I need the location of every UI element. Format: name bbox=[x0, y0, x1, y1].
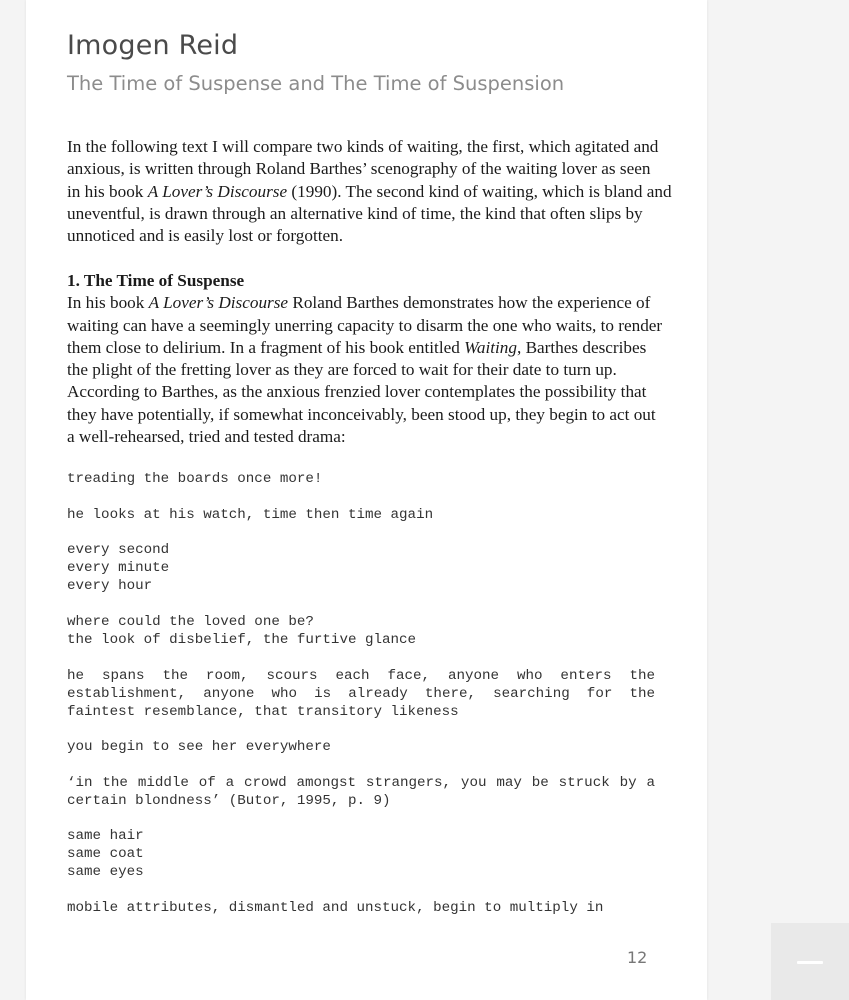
intro-line: anxious, is written through Roland Barthes’ scenography of the waiting lover as seen bbox=[67, 159, 651, 179]
poem-stanza bbox=[67, 614, 657, 650]
intro-paragraph bbox=[67, 136, 672, 247]
section-line: the plight of the fretting lover as they are forced to wait for their date to turn up. bbox=[67, 360, 617, 380]
poem-stanza: he spans the room, scours each face, anyone who enters the establishment, anyone who is already there, searching for the faintest resemblance, that transitory likeness bbox=[67, 668, 655, 720]
poem-stanza: mobile attributes, dismantled and unstuck, begin to multiply in bbox=[67, 900, 604, 916]
section-line: a well-rehearsed, tried and tested drama: bbox=[67, 427, 346, 447]
poem-line: same coat bbox=[67, 845, 144, 862]
page-number: 12 bbox=[627, 948, 648, 967]
section-line: In his book bbox=[67, 293, 149, 313]
section-1 bbox=[67, 270, 667, 448]
section-line: According to Barthes, as the anxious frenzied lover contemplates the possibility that bbox=[67, 382, 647, 402]
section-line: them close to delirium. In a fragment of his book entitled bbox=[67, 337, 465, 357]
poem-line: every second bbox=[67, 542, 170, 558]
poem-stanza: he looks at his watch, time then time again bbox=[67, 507, 434, 523]
minimize-button[interactable] bbox=[771, 923, 849, 1000]
intro-line: (1990). The second kind of waiting, which is bland and bbox=[287, 181, 672, 201]
intro-line: In the following text I will compare two kinds of waiting, the first, which agitated and bbox=[67, 137, 659, 156]
poem-line: every hour bbox=[67, 577, 153, 594]
section-line: waiting can have a seemingly unerring capacity to disarm the one who waits, to render bbox=[67, 315, 663, 335]
section-heading: 1. The Time of Suspense bbox=[67, 271, 245, 290]
intro-line: in his book bbox=[67, 181, 148, 201]
author-name: Imogen Reid bbox=[67, 30, 239, 61]
poem-line: where could the loved one be? bbox=[67, 614, 314, 630]
document-page bbox=[26, 0, 707, 1000]
intro-line: unnoticed and is easily lost or forgotten. bbox=[67, 226, 344, 246]
poem-stanza: treading the boards once more! bbox=[67, 471, 323, 487]
poem-quote: ‘in the middle of a crowd amongst strangers, you may be struck by a certain blondness’ (Butor, 1995, p. 9) bbox=[67, 775, 655, 809]
section-line: they have potentially, if somewhat inconceivably, been stood up, they begin to act out bbox=[67, 404, 656, 424]
poem-line: same eyes bbox=[67, 863, 144, 880]
book-title: A Lover’s Discourse bbox=[148, 293, 289, 313]
section-line: Roland Barthes demonstrates how the experience of bbox=[288, 293, 651, 313]
poem-stanza bbox=[67, 542, 657, 596]
fragment-title: Waiting bbox=[464, 337, 517, 357]
poem-stanza: you begin to see her everywhere bbox=[67, 739, 331, 755]
book-title: A Lover’s Discourse bbox=[147, 181, 288, 201]
section-line: , Barthes describes bbox=[517, 337, 647, 357]
poem-line: every minute bbox=[67, 559, 170, 576]
poem-stanza bbox=[67, 828, 657, 882]
poem-line: same hair bbox=[67, 828, 144, 844]
poem-line: the look of disbelief, the furtive glance bbox=[67, 631, 417, 648]
minus-icon bbox=[797, 961, 823, 964]
essay-title: The Time of Suspense and The Time of Suspension bbox=[67, 72, 565, 95]
intro-line: uneventful, is drawn through an alternative kind of time, the kind that often slips by bbox=[67, 203, 643, 223]
